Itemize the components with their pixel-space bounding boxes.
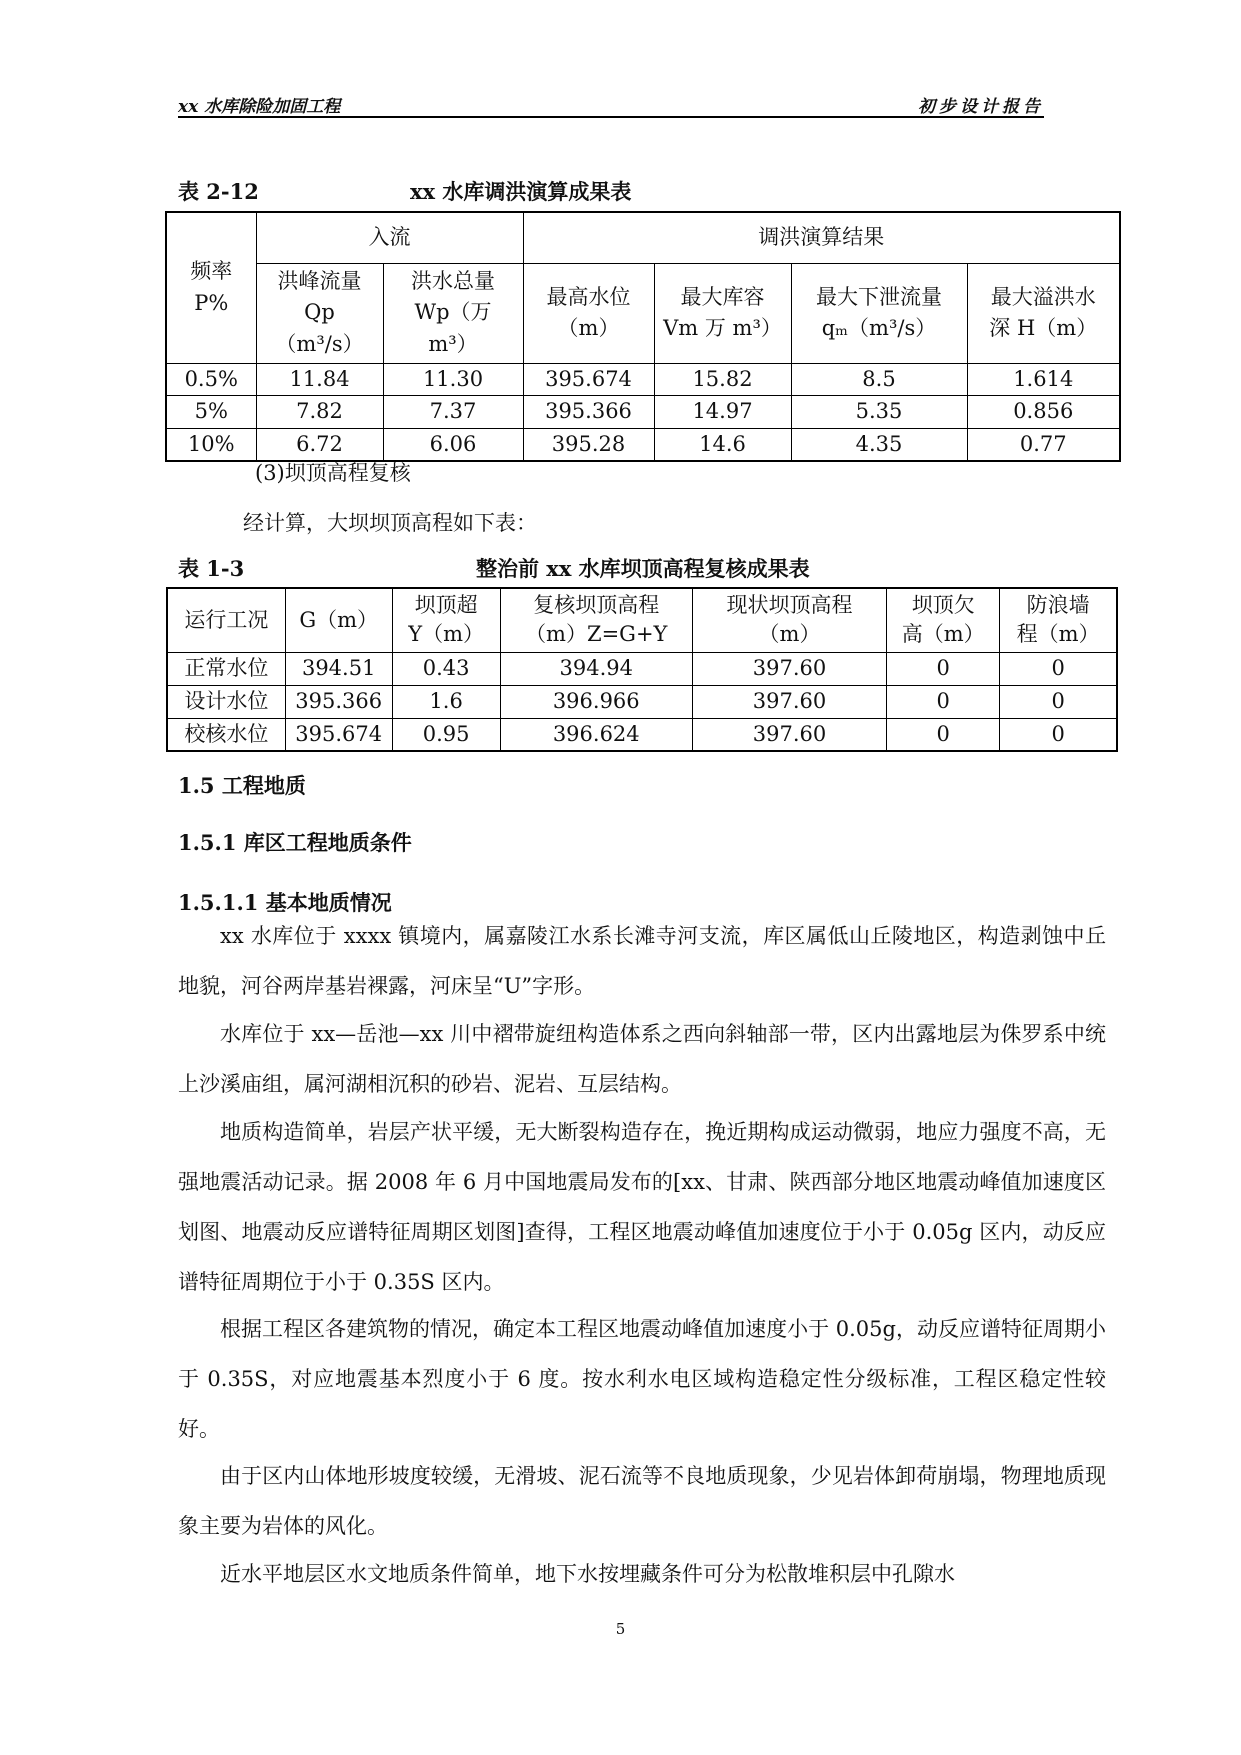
header-project-title: xx 水库除险加固工程 <box>178 97 341 117</box>
header-wave-wall: 防浪墙 程（m） <box>1000 588 1117 652</box>
table2-caption-number: 表 1-3 <box>178 556 245 581</box>
header-operating-condition: 运行工况 <box>167 588 285 652</box>
table-row: 0.5% 11.84 11.30 395.674 15.82 8.5 1.614 <box>166 363 1120 396</box>
paragraph: 水库位于 xx—岳池—xx 川中褶带旋纽构造体系之西向斜轴部一带，区内出露地层为侏罗系中统上沙溪庙组，属河湖相沉积的砂岩、泥岩、互层结构。 <box>178 1022 1106 1096</box>
table-row: 设计水位 395.366 1.6 396.966 397.60 0 0 <box>167 685 1117 718</box>
paragraph: 根据工程区各建筑物的情况，确定本工程区地震动峰值加速度小于 0.05g，动反应谱特征周期小于 0.35S，对应地震基本烈度小于 6 度。按水利水电区域构造稳定性分级标准，工程区稳定性较好。 <box>178 1317 1106 1441</box>
header-peak-flow: 洪峰流量 Qp （m³/s） <box>256 263 383 363</box>
header-crest-superelevation: 坝顶超 Y（m） <box>392 588 500 652</box>
table-row: 正常水位 394.51 0.43 394.94 397.60 0 0 <box>167 652 1117 685</box>
table2-caption-title: 整治前 xx 水库坝顶高程复核成果表 <box>476 556 810 581</box>
paragraph: 由于区内山体地形坡度较缓，无滑坡、泥石流等不良地质现象，少见岩体卸荷崩塌，物理地质现象主要为岩体的风化。 <box>178 1464 1106 1538</box>
header-frequency: 频率 P% <box>166 212 256 363</box>
header-group-routing-result: 调洪演算结果 <box>523 212 1120 263</box>
paragraph: xx 水库位于 xxxx 镇境内，属嘉陵江水系长滩寺河支流，库区属低山丘陵地区，构造剥蚀中丘地貌，河谷两岸基岩裸露，河床呈“U”字形。 <box>178 924 1106 998</box>
header-max-water-level: 最高水位 （m） <box>523 263 654 363</box>
heading-1-5: 1.5 工程地质 <box>178 773 306 798</box>
paragraph: 地质构造简单，岩层产状平缓，无大断裂构造存在，挽近期构成运动微弱，地应力强度不高，无强地震活动记录。据 2008 年 6 月中国地震局发布的[xx、甘肃、陕西部分地区地震动峰值加速度区划图、地震动反应谱特征周期区划图]查得，工程区地震动峰值加速度位于小于 0.05g 区内，动反应谱特征周期位于小于 0.35S 区内。 <box>178 1120 1106 1294</box>
page-header <box>178 90 1044 118</box>
header-max-spill-depth: 最大溢洪水 深 H（m） <box>967 263 1120 363</box>
calc-intro-line: 经计算，大坝坝顶高程如下表： <box>243 511 537 535</box>
header-current-crest-elevation: 现状坝顶高程 （m） <box>692 588 886 652</box>
header-group-inflow: 入流 <box>256 212 523 263</box>
heading-1-5-1: 1.5.1 库区工程地质条件 <box>178 830 412 855</box>
dam-crest-elevation-table <box>166 587 1118 752</box>
header-g: G（m） <box>285 588 392 652</box>
heading-1-5-1-1: 1.5.1.1 基本地质情况 <box>178 890 392 915</box>
header-flood-volume: 洪水总量 Wp（万 m³） <box>383 263 523 363</box>
header-report-type: 初步设计报告 <box>918 97 1044 117</box>
page-number: 5 <box>615 1620 626 1638</box>
paragraph: 近水平地层区水文地质条件简单，地下水按埋藏条件可分为松散堆积层中孔隙水 <box>220 1562 955 1586</box>
table1-caption-number: 表 2-12 <box>178 179 259 204</box>
table-row: 10% 6.72 6.06 395.28 14.6 4.35 0.77 <box>166 428 1120 461</box>
subsection-crest-check: (3)坝顶高程复核 <box>255 461 411 485</box>
flood-routing-results-table <box>165 211 1121 462</box>
table-row: 5% 7.82 7.37 395.366 14.97 5.35 0.856 <box>166 396 1120 429</box>
table1-caption-title: xx 水库调洪演算成果表 <box>410 179 632 204</box>
table-row: 校核水位 395.674 0.95 396.624 397.60 0 0 <box>167 718 1117 751</box>
header-crest-deficit: 坝顶欠 高（m） <box>887 588 1000 652</box>
header-max-storage: 最大库容 Vm 万 m³） <box>654 263 791 363</box>
header-max-discharge: 最大下泄流量 qₘ（m³/s） <box>791 263 967 363</box>
header-checked-crest-elevation: 复核坝顶高程 （m）Z=G+Y <box>500 588 692 652</box>
